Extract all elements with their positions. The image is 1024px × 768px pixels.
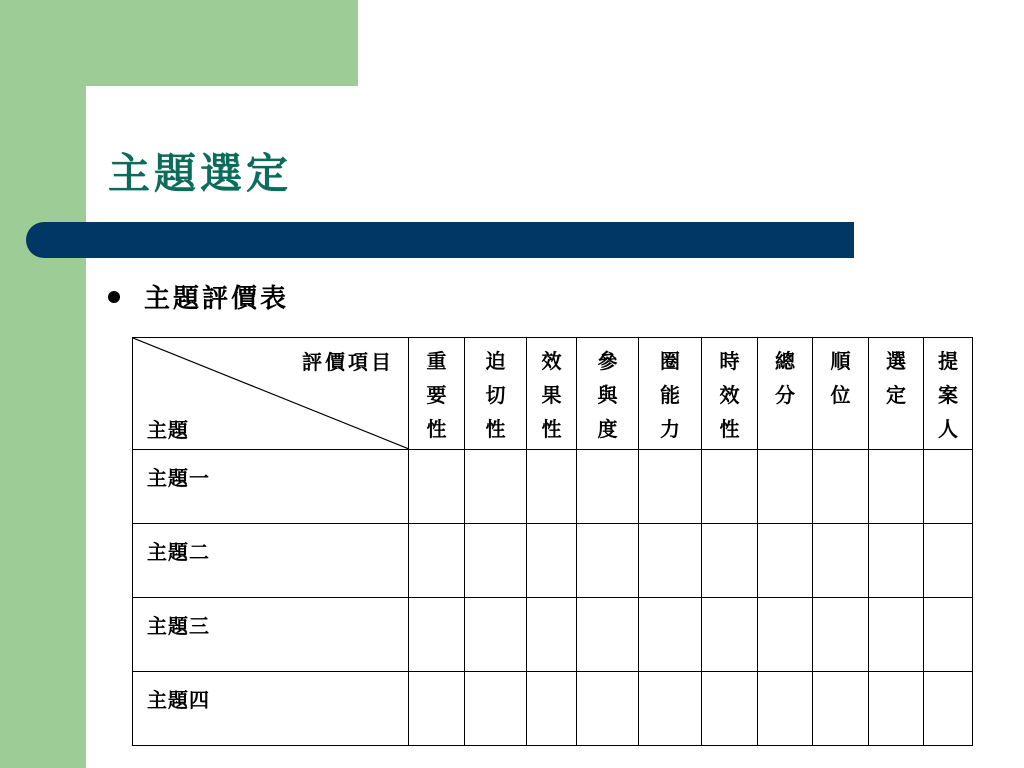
table-row <box>133 672 973 746</box>
column-header: 圈 能 力 <box>639 338 702 450</box>
table-cell[interactable] <box>577 524 639 598</box>
table-cell[interactable] <box>639 450 702 524</box>
table-cell[interactable] <box>869 450 924 524</box>
table-row <box>133 450 973 524</box>
table-cell[interactable] <box>639 672 702 746</box>
table-cell[interactable] <box>813 598 869 672</box>
column-header: 順 位 <box>813 338 869 450</box>
column-header: 效 果 性 <box>527 338 577 450</box>
column-header: 參 與 度 <box>577 338 639 450</box>
side-green-band <box>0 0 86 768</box>
row-label: 主題一 <box>133 450 409 524</box>
content-corner-curve <box>86 86 146 146</box>
table-cell[interactable] <box>409 672 465 746</box>
table-cell[interactable] <box>409 598 465 672</box>
column-header: 選 定 <box>869 338 924 450</box>
table-cell[interactable] <box>813 524 869 598</box>
table-cell[interactable] <box>702 524 758 598</box>
row-label: 主題三 <box>133 598 409 672</box>
column-header: 重 要 性 <box>409 338 465 450</box>
table-row <box>133 524 973 598</box>
table-cell[interactable] <box>758 524 813 598</box>
table-cell[interactable] <box>527 598 577 672</box>
bullet-text: 主題評價表 <box>144 284 290 314</box>
table-cell[interactable] <box>577 672 639 746</box>
column-header: 提 案 人 <box>924 338 973 450</box>
table-cell[interactable] <box>465 672 527 746</box>
table-cell[interactable] <box>409 450 465 524</box>
table-cell[interactable] <box>869 524 924 598</box>
table-cell[interactable] <box>924 450 973 524</box>
evaluation-table <box>132 337 973 746</box>
column-header: 時 效 性 <box>702 338 758 450</box>
table-cell[interactable] <box>702 450 758 524</box>
column-header: 迫 切 性 <box>465 338 527 450</box>
table-cell[interactable] <box>409 524 465 598</box>
table-cell[interactable] <box>465 450 527 524</box>
table-row <box>133 598 973 672</box>
table-cell[interactable] <box>813 450 869 524</box>
table-cell[interactable] <box>702 598 758 672</box>
row-label: 主題四 <box>133 672 409 746</box>
table-cell[interactable] <box>639 524 702 598</box>
table-cell[interactable] <box>702 672 758 746</box>
table-cell[interactable] <box>869 672 924 746</box>
column-header: 總 分 <box>758 338 813 450</box>
evaluation-items-label: 評價項目 <box>302 350 394 374</box>
table-cell[interactable] <box>758 598 813 672</box>
table-cell[interactable] <box>924 598 973 672</box>
table-cell[interactable] <box>527 524 577 598</box>
table-cell[interactable] <box>465 524 527 598</box>
table-cell[interactable] <box>758 672 813 746</box>
table-cell[interactable] <box>577 450 639 524</box>
table-cell[interactable] <box>869 598 924 672</box>
bullet-item <box>108 278 289 315</box>
table-cell[interactable] <box>527 450 577 524</box>
topic-label: 主題 <box>147 418 189 442</box>
top-green-block <box>0 0 358 86</box>
table-cell[interactable] <box>813 672 869 746</box>
table-cell[interactable] <box>465 598 527 672</box>
table-cell[interactable] <box>527 672 577 746</box>
table-cell[interactable] <box>924 672 973 746</box>
table-cell[interactable] <box>758 450 813 524</box>
slide-title: 主題選定 <box>108 149 293 198</box>
table-cell[interactable] <box>639 598 702 672</box>
bullet-dot-icon <box>108 291 120 303</box>
title-underline-bar <box>26 222 854 258</box>
table-header-row <box>133 338 973 450</box>
header-corner-cell <box>133 338 409 450</box>
table-cell[interactable] <box>924 524 973 598</box>
table-cell[interactable] <box>577 598 639 672</box>
row-label: 主題二 <box>133 524 409 598</box>
